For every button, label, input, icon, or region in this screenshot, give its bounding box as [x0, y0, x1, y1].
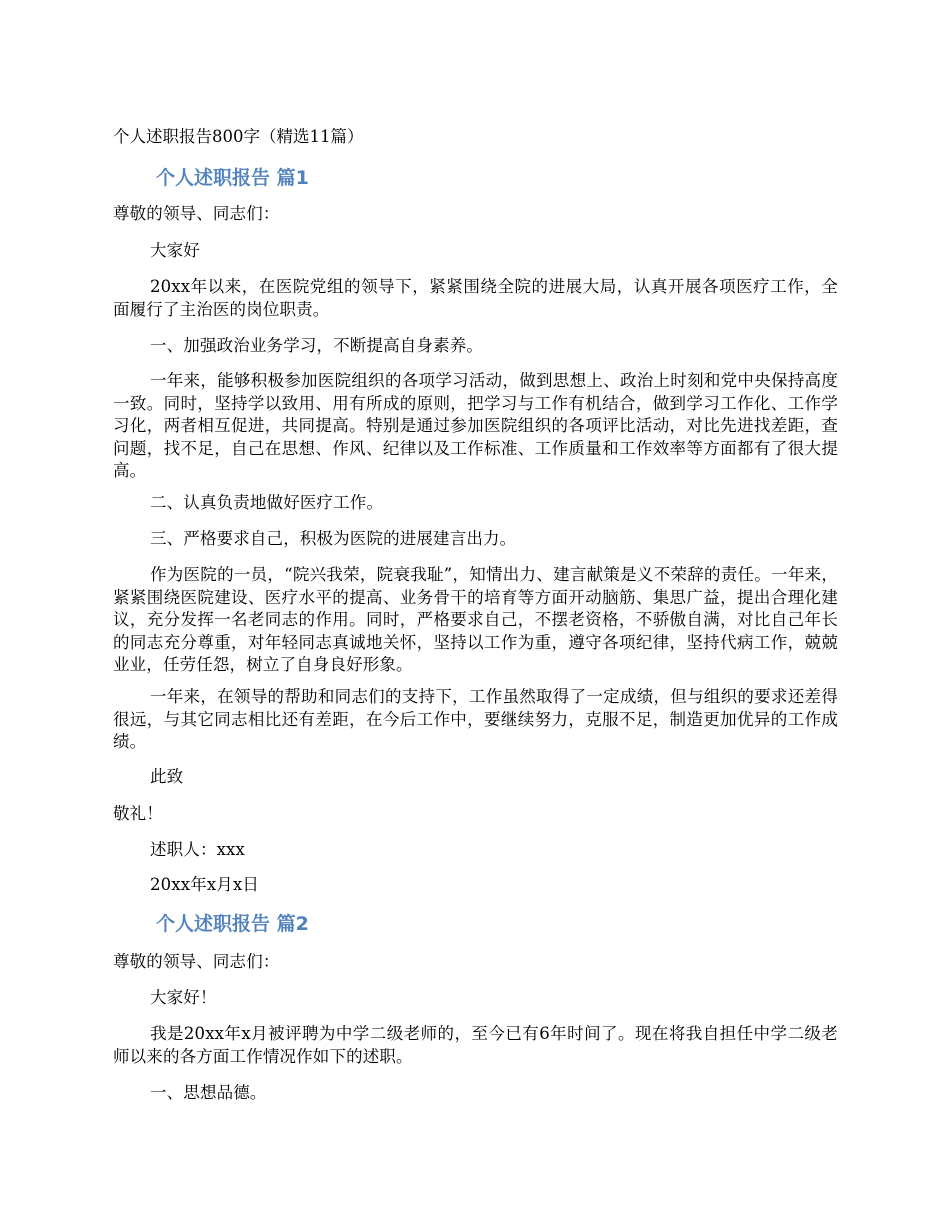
document-title: 个人述职报告800字（精选11篇）: [113, 127, 364, 146]
salutation: 大家好: [150, 241, 200, 260]
salutation: 大家好！: [150, 988, 217, 1007]
section-heading-1: 个人述职报告 篇1: [156, 167, 309, 189]
closing-regards: 敬礼！: [113, 804, 163, 823]
paragraph: 作为医院的一员，“院兴我荣，院衰我耻”，知情出力、建言献策是义不荣辞的责任。一年来，紧紧围绕医院建设、医疗水平的提高、业务骨干的培育等方面开动脑筋、集思广益，提出合理化建议，充分发挥一名老同志的作用。同时，严格要求自己，不摆老资格，不骄傲自满，对比自己年长的同志充分尊重，对年轻同志真诚地关怀，坚持以工作为重，遵守各项纪律，坚持代病工作，兢兢业业，任劳任怨，树立了自身良好形象。: [113, 565, 838, 674]
paragraph: 一年来，能够积极参加医院组织的各项学习活动，做到思想上、政治上时刻和党中央保持高度一致。同时，坚持学以致用、用有所成的原则，把学习与工作有机结合，做到学习工作化、工作学习化，两者相互促进，共同提高。特别是通过参加医院组织的各项评比活动，对比先进找差距，查问题，找不足，自己在思想、作风、纪律以及工作标准、工作质量和工作效率等方面都有了很大提高。: [113, 371, 838, 480]
date: 20xx年x月x日: [150, 875, 260, 894]
closing: 此致: [150, 767, 184, 786]
greeting: 尊敬的领导、同志们：: [113, 204, 280, 223]
paragraph: 20xx年以来，在医院党组的领导下，紧紧围绕全院的进展大局，认真开展各项医疗工作，全面履行了主治医的岗位职责。: [113, 277, 838, 319]
section-heading-2: 个人述职报告 篇2: [156, 913, 309, 935]
paragraph: 一年来，在领导的帮助和同志们的支持下，工作虽然取得了一定成绩，但与组织的要求还差得很远，与其它同志相比还有差距，在今后工作中，要继续努力，克服不足，制造更加优异的工作成绩。: [113, 687, 838, 751]
paragraph: 我是20xx年x月被评聘为中学二级老师的，至今已有6年时间了。现在将我自担任中学二级老师以来的各方面工作情况作如下的述职。: [113, 1024, 838, 1066]
greeting: 尊敬的领导、同志们：: [113, 952, 280, 971]
paragraph: 三、严格要求自己，积极为医院的进展建言出力。: [150, 529, 517, 548]
paragraph: 二、认真负责地做好医疗工作。: [150, 493, 384, 512]
paragraph: 一、思想品德。: [150, 1083, 267, 1102]
paragraph: 一、加强政治业务学习，不断提高自身素养。: [150, 336, 483, 355]
signer: 述职人：xxx: [150, 840, 245, 859]
